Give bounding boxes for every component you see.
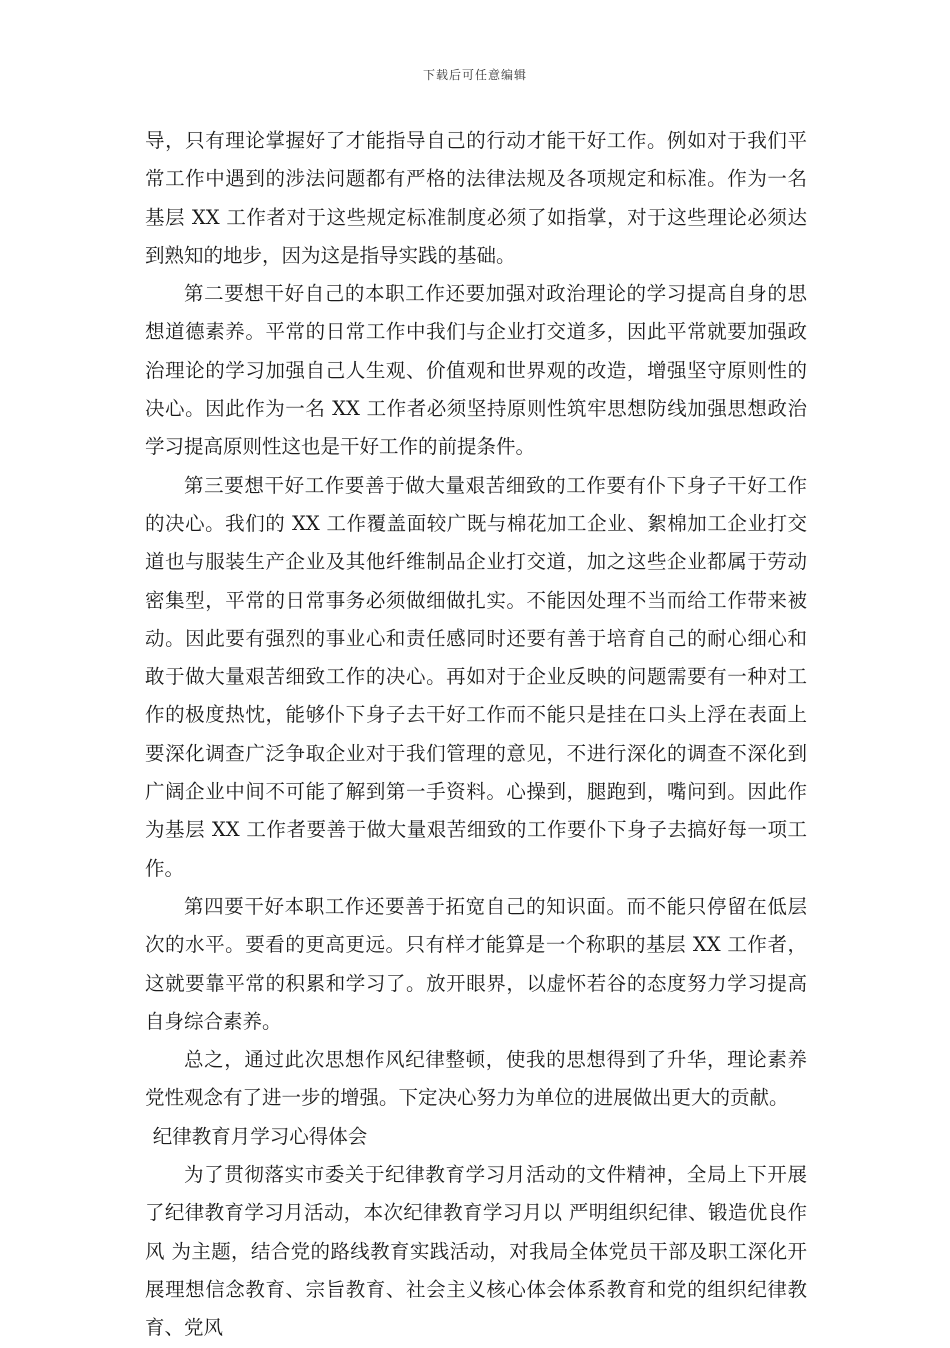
document-body [145, 122, 807, 1348]
paragraph-third-point: 第三要想干好工作要善于做大量艰苦细致的工作要有仆下身子干好工作的决心。我们的 XX 工作覆盖面较广既与棉花加工企业、絮棉加工企业打交道也与服装生产企业及其他纤维制品企业打交道，加之这些企业都属于劳动密集型，平常的日常事务必须做细做扎实。不能因处理不当而给工作带来被动。因此要有强烈的事业心和责任感同时还要有善于培育自己的耐心细心和敢于做大量艰苦细致工作的决心。再如对于企业反映的问题需要有一种对工作的极度热忱，能够仆下身子去干好工作而不能只是挂在口头上浮在表面上要深化调查广泛争取企业对于我们管理的意见，不进行深化的调查不深化到广阔企业中间不可能了解到第一手资料。心操到，腿跑到，嘴问到。因此作为基层 XX 工作者要善于做大量艰苦细致的工作要仆下身子去搞好每一项工作。 [145, 473, 807, 880]
page-header: 下载后可任意编辑 [422, 68, 527, 82]
paragraph-continuation: 导，只有理论掌握好了才能指导自己的行动才能干好工作。例如对于我们平常工作中遇到的涉法问题都有严格的法律法规及各项规定和标准。作为一名基层 XX 工作者对于这些规定标准制度必须了如指掌，对于这些理论必须达到熟知的地步，因为这是指导实践的基础。 [145, 129, 807, 267]
section-title: 纪律教育月学习心得体会 [152, 1124, 368, 1148]
paragraph-second-point: 第二要想干好自己的本职工作还要加强对政治理论的学习提高自身的思想道德素养。平常的日常工作中我们与企业打交道多，因此平常就要加强政治理论的学习加强自己人生观、价值观和世界观的改造，增强坚守原则性的决心。因此作为一名 XX 工作者必须坚持原则性筑牢思想防线加强思想政治学习提高原则性这也是干好工作的前提条件。 [145, 282, 807, 459]
paragraph-conclusion: 总之，通过此次思想作风纪律整顿，使我的思想得到了升华，理论素养党性观念有了进一步的增强。下定决心努力为单位的进展做出更大的贡献。 [145, 1048, 807, 1110]
paragraph-fourth-point: 第四要干好本职工作还要善于拓宽自己的知识面。而不能只停留在低层次的水平。要看的更高更远。只有样才能算是一个称职的基层 XX 工作者，这就要靠平常的积累和学习了。放开眼界，以虚怀若谷的态度努力学习提高自身综合素养。 [145, 894, 807, 1033]
paragraph-section-intro: 为了贯彻落实市委关于纪律教育学习月活动的文件精神，全局上下开展了纪律教育学习月活动，本次纪律教育学习月以 严明组织纪律、锻造优良作风 为主题，结合党的路线教育实践活动，对我局全体党员干部及职工深化开展理想信念教育、宗旨教育、社会主义核心体会体系教育和党的组织纪律教育、党风 [145, 1163, 807, 1340]
